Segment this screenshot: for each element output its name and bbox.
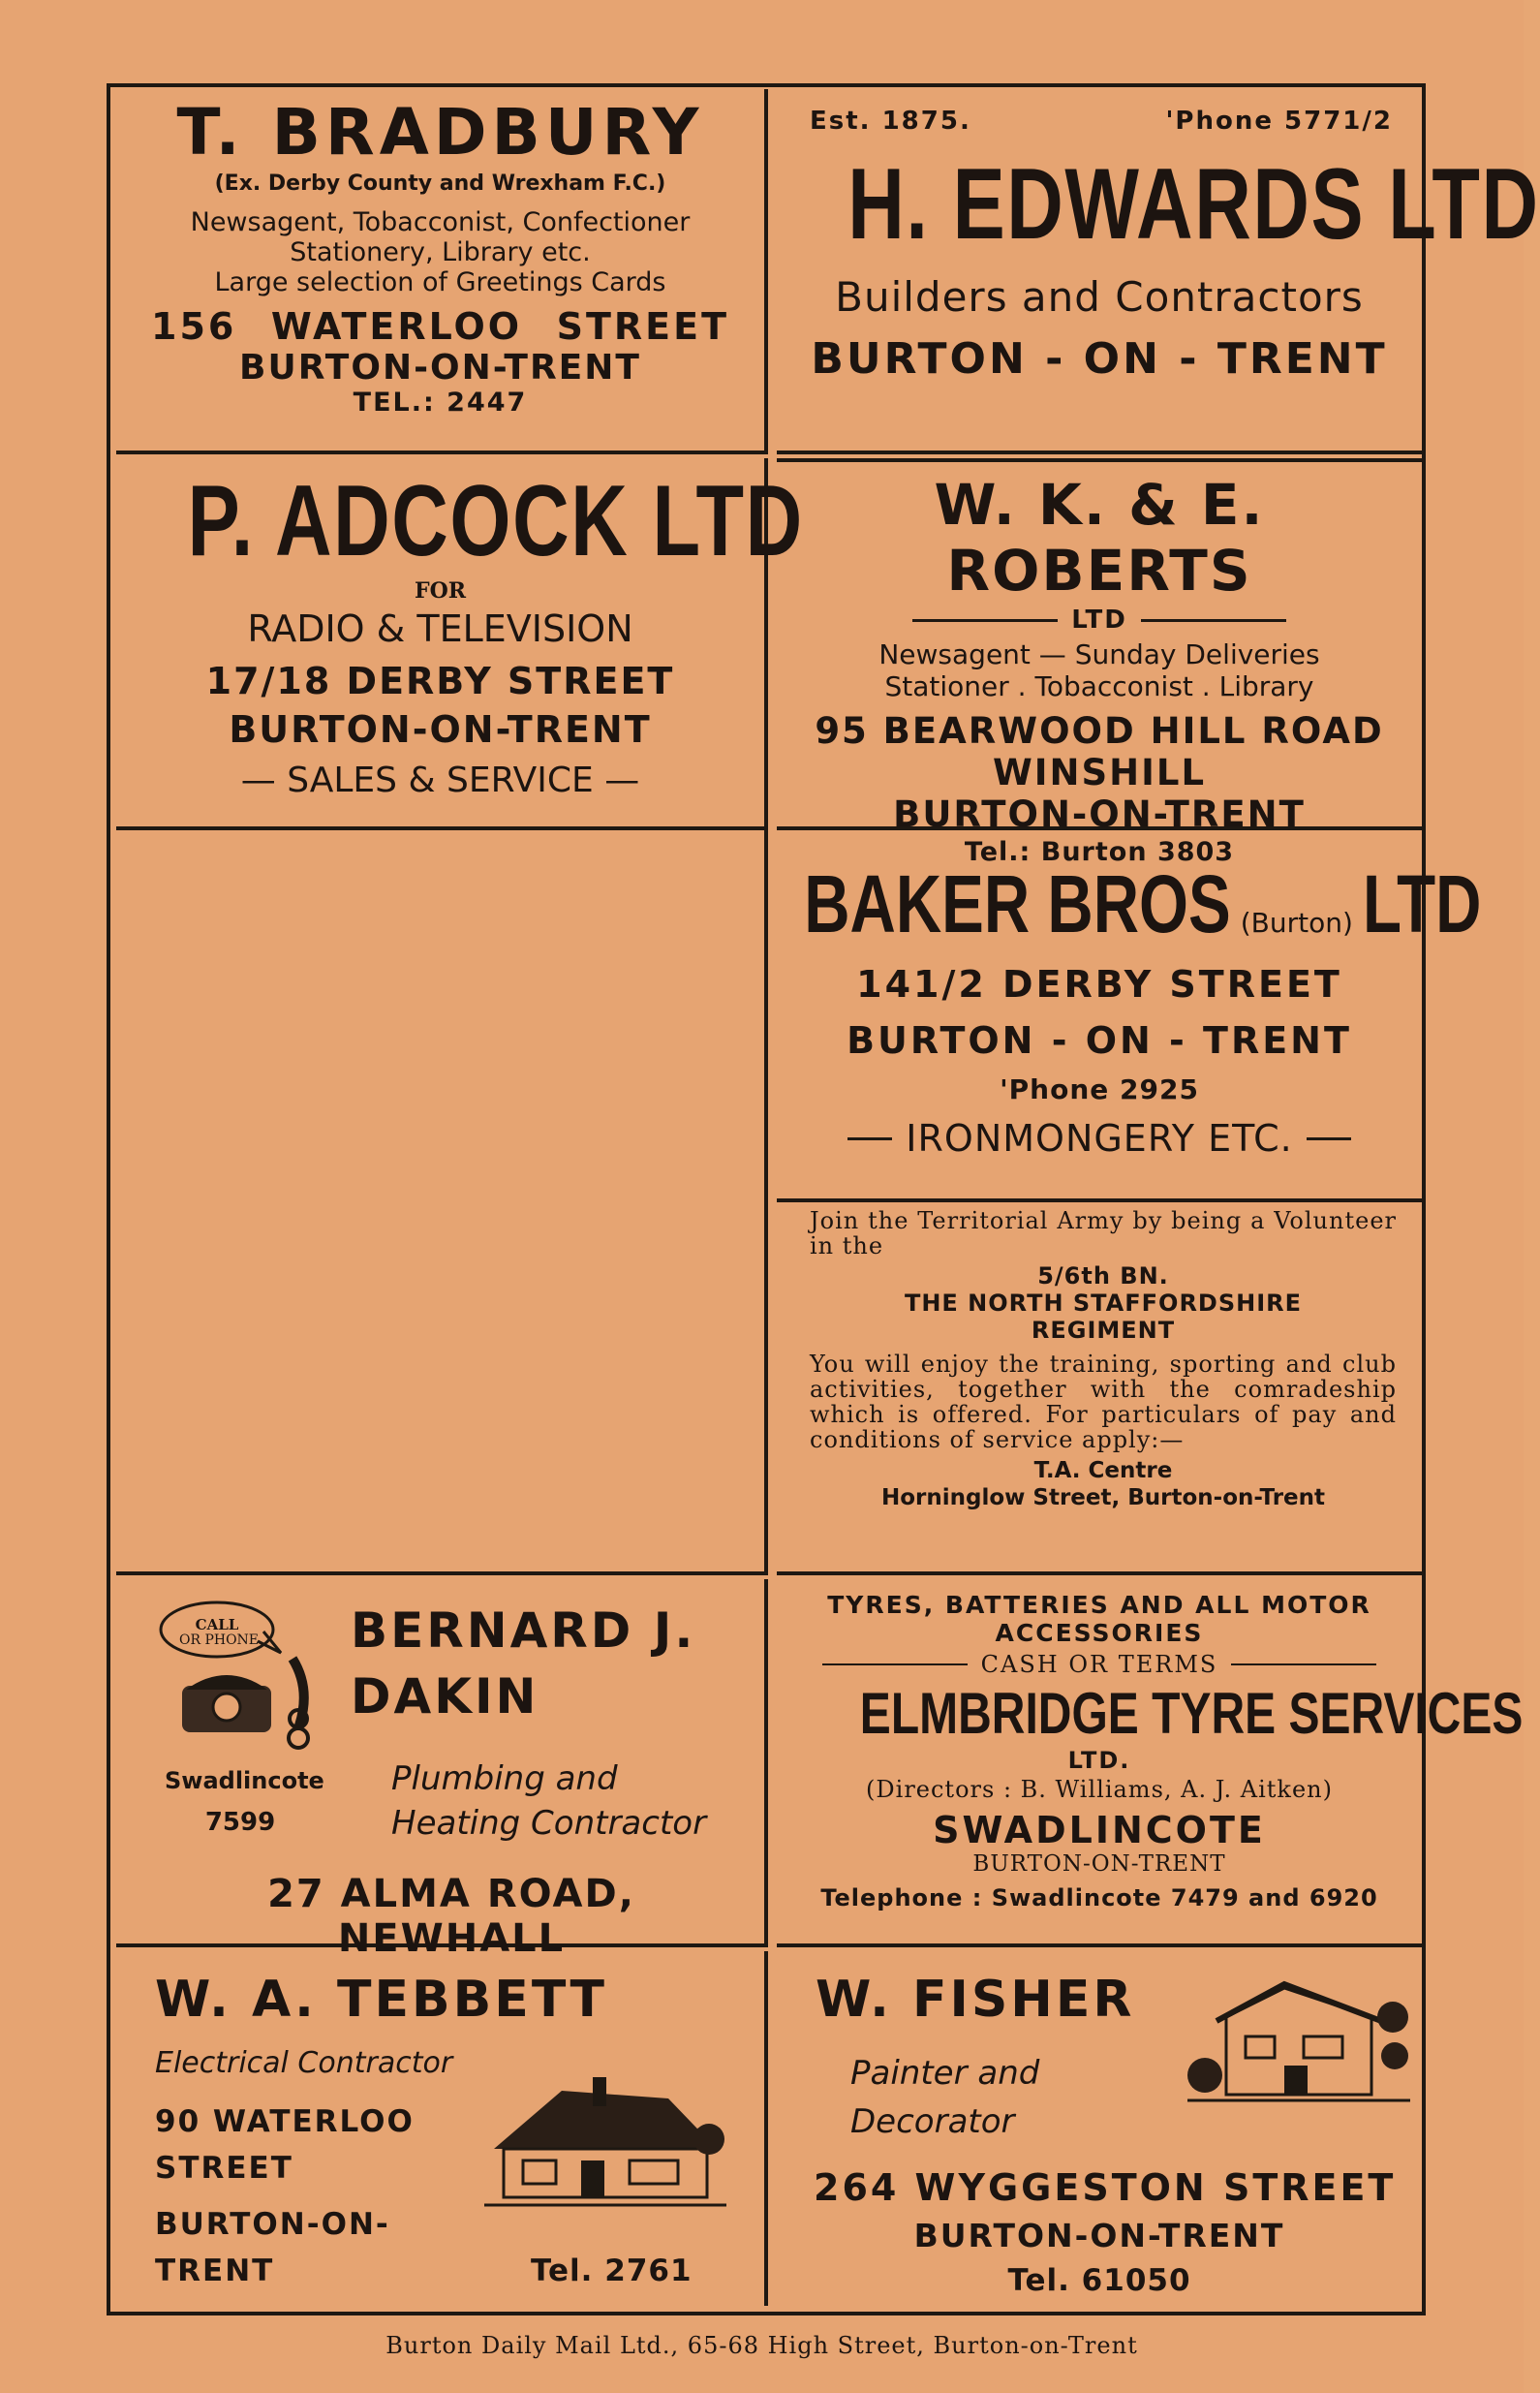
fisher-trade2: Decorator (850, 2102, 1015, 2141)
baker-name: BAKER BROS (804, 858, 1231, 949)
tebbett-addr2: STREET (155, 2151, 293, 2186)
baker-ltd: LTD (1362, 858, 1482, 949)
bradbury-tel: TEL.: 2447 (353, 388, 528, 418)
ad-elmbridge (777, 1579, 1524, 1947)
elmbridge-terms: CASH OR TERMS (980, 1651, 1218, 1678)
adcock-for: FOR (414, 578, 467, 605)
roberts-rule-right (1141, 619, 1286, 622)
ad-roberts (777, 458, 1422, 867)
ad-adcock (116, 458, 804, 830)
roberts-name: W. K. & E. ROBERTS (934, 472, 1265, 604)
bradbury-addr-no: 156 (151, 305, 237, 348)
adcock-service: — SALES & SERVICE — (240, 761, 640, 801)
roberts-rule-left (912, 619, 1058, 622)
fisher-trade1: Painter and (850, 2054, 1040, 2093)
dakin-addr: 27 ALMA ROAD, NEWHALL (267, 1872, 635, 1961)
roberts-ltd: LTD (1071, 606, 1127, 635)
elmbridge-town: SWADLINCOTE (933, 1809, 1266, 1851)
ad-baker (777, 830, 1482, 1202)
adcock-addr: 17/18 DERBY STREET (205, 660, 675, 703)
fisher-town: BURTON-ON-TRENT (913, 2217, 1285, 2254)
dakin-trade1: Plumbing and (391, 1759, 618, 1798)
ad-bradbury (116, 89, 768, 454)
elmbridge-terms-row (800, 1651, 1399, 1678)
fisher-tel: Tel. 61050 (1007, 2263, 1191, 2298)
roberts-line1: Newsagent — Sunday Deliveries (878, 638, 1320, 670)
elmbridge-ltd: LTD. (1067, 1747, 1131, 1774)
edwards-top (777, 89, 1422, 136)
roberts-addr: 95 BEARWOOD HILL ROAD (815, 710, 1384, 752)
baker-rule-left (847, 1137, 892, 1140)
baker-trade-row (777, 1117, 1422, 1160)
roberts-town: BURTON-ON-TRENT (893, 793, 1306, 835)
ad-territorial-army (777, 1202, 1422, 1575)
adcock-trade: RADIO & TELEVISION (247, 607, 633, 651)
baker-name-row (777, 857, 1482, 951)
tebbett-town2: TRENT (155, 2253, 275, 2288)
fisher-name: W. FISHER (816, 1971, 1135, 2029)
elmbridge-rule-left (822, 1663, 968, 1665)
dakin-bubble-1: CALL (195, 1616, 239, 1633)
tebbett-tel: Tel. 2761 (531, 2253, 693, 2288)
elmbridge-head1: TYRES, BATTERIES AND ALL MOTOR (827, 1591, 1371, 1619)
edwards-est: Est. 1875. (810, 107, 971, 136)
dakin-name1: BERNARD J. (351, 1602, 696, 1659)
army-centre: T.A. Centre (1033, 1458, 1173, 1483)
ad-fisher (777, 1951, 1422, 2306)
bradbury-addr-street2: STREET (556, 305, 729, 348)
army-street: Horninglow Street, Burton-on-Trent (880, 1485, 1326, 1510)
roberts-line2: Stationer . Tobacconist . Library (884, 670, 1314, 702)
ad-dakin (116, 1579, 768, 1961)
elmbridge-name: ELMBRIDGE TYRE SERVICES (859, 1681, 1524, 1746)
tebbett-addr1: 90 WATERLOO (155, 2104, 415, 2139)
army-bn: 5/6th BN. (1037, 1262, 1169, 1290)
bradbury-addr-street: WATERLOO (270, 305, 523, 348)
ad-blank-space (116, 830, 768, 1575)
fisher-addr: 264 WYGGESTON STREET (814, 2166, 1397, 2209)
dakin-phone-graphic (157, 1593, 322, 1757)
roberts-tel: Tel.: Burton 3803 (964, 837, 1235, 867)
elmbridge-sub: BURTON-ON-TRENT (972, 1851, 1226, 1877)
roberts-ltd-row (777, 606, 1422, 635)
bradbury-address (116, 305, 764, 348)
bradbury-town: BURTON-ON-TRENT (239, 348, 641, 388)
elmbridge-tel: Telephone : Swadlincote 7479 and 6920 (820, 1884, 1378, 1911)
bungalow-icon (484, 2071, 726, 2217)
roberts-area: WINSHILL (992, 752, 1207, 793)
baker-paren: (Burton) (1240, 907, 1353, 939)
bradbury-line2: Stationery, Library etc. (290, 237, 591, 267)
elmbridge-head2: ACCESSORIES (995, 1619, 1204, 1647)
tebbett-town1: BURTON-ON- (155, 2207, 390, 2242)
adcock-town: BURTON-ON-TRENT (229, 708, 652, 752)
army-body: You will enjoy the training, sporting and club activities, together with the comradeship which is offered. For particulars of pay and conditions of service apply:— (810, 1351, 1397, 1453)
edwards-town: BURTON - ON - TRENT (811, 334, 1388, 385)
dakin-place: Swadlincote (165, 1767, 324, 1794)
bradbury-sub: (Ex. Derby County and Wrexham F.C.) (214, 171, 666, 196)
dakin-phone: 7599 (204, 1808, 276, 1837)
bradbury-line3: Large selection of Greetings Cards (214, 267, 666, 297)
adcock-name: P. ADCOCK LTD (187, 465, 804, 577)
edwards-name: H. EDWARDS LTD (847, 148, 1540, 261)
dakin-bubble-2: OR PHONE (178, 1632, 260, 1648)
baker-town: BURTON - ON - TRENT (847, 1019, 1352, 1062)
bradbury-name: T. BRADBURY (176, 95, 704, 170)
house-icon (1187, 1978, 1410, 2124)
elmbridge-rule-right (1231, 1663, 1376, 1665)
edwards-trade: Builders and Contractors (835, 273, 1364, 322)
baker-trade: IRONMONGERY ETC. (906, 1117, 1293, 1160)
edwards-phone: 'Phone 5771/2 (1165, 107, 1393, 136)
baker-phone: 'Phone 2925 (1000, 1073, 1199, 1105)
army-regiment1: THE NORTH STAFFORDSHIRE (904, 1290, 1303, 1317)
ad-edwards (777, 89, 1540, 454)
printer-imprint: Burton Daily Mail Ltd., 65-68 High Street, Burton-on-Trent (385, 2332, 1138, 2359)
tebbett-name: W. A. TEBBETT (155, 1971, 607, 2029)
baker-addr: 141/2 DERBY STREET (856, 963, 1342, 1006)
dakin-name2: DAKIN (351, 1668, 539, 1725)
dakin-trade2: Heating Contractor (391, 1804, 707, 1843)
tebbett-trade: Electrical Contractor (155, 2046, 453, 2080)
army-intro: Join the Territorial Army by being a Volunteer in the (810, 1207, 1397, 1259)
elmbridge-directors: (Directors : B. Williams, A. J. Aitken) (866, 1776, 1333, 1803)
ad-tebbett (116, 1951, 768, 2306)
bradbury-line1: Newsagent, Tobacconist, Confectioner (190, 207, 691, 237)
baker-rule-right (1307, 1137, 1351, 1140)
army-regiment2: REGIMENT (1031, 1317, 1176, 1344)
